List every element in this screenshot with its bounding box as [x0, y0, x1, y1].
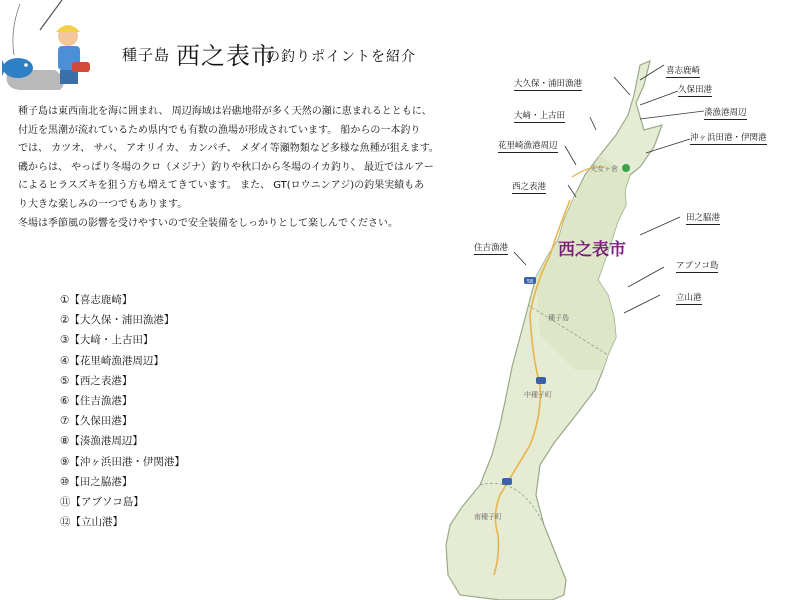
- label-nishinoomote: 西之表港: [512, 182, 547, 192]
- intro-line: 磯からは、 やっぱり冬場のクロ（メジナ）釣りや秋口から冬場のイカ釣り、 最近ではルアー: [18, 161, 434, 173]
- list-item: ⑦【久保田港】: [60, 415, 133, 428]
- fish-icon: [3, 58, 33, 78]
- label-okigahamada: 沖ヶ浜田港・伊関港: [690, 133, 767, 143]
- label-okubo: 大久保・浦田漁港: [514, 79, 583, 89]
- island-map: [440, 55, 800, 600]
- fishing-point-list: [60, 290, 185, 532]
- list-item: ⑫【立山港】: [60, 516, 123, 529]
- park-marker-icon: [622, 164, 630, 172]
- label-kishikazaki: 喜志鹿崎: [666, 66, 701, 76]
- fishing-line: [13, 4, 20, 55]
- label-tanowaki: 田之脇港: [686, 213, 721, 223]
- intro-text: [18, 103, 463, 233]
- list-item: ⑩【田之脇港】: [60, 475, 133, 488]
- fishing-rod: [40, 0, 62, 30]
- label-hanazato: 花里崎漁港周辺: [498, 141, 558, 151]
- route-number: 58: [526, 279, 534, 285]
- park-label: 天女ヶ倉: [590, 165, 618, 173]
- label-absoko: アブソコ島: [676, 261, 719, 271]
- list-item: ①【喜志鹿崎】: [60, 294, 133, 306]
- town2-label: 中種子町: [524, 391, 552, 399]
- list-item: ⑥【住吉漁港】: [60, 395, 133, 408]
- label-kubota: 久保田港: [678, 85, 713, 95]
- list-item: ⑪【アブソコ島】: [60, 496, 144, 509]
- intro-line: 種子島は東西南北を海に囲まれ、 周辺海域は岩礁地帯が多く天然の瀬に恵まれるとともに、: [18, 106, 432, 117]
- title-city: 西之表市: [176, 42, 276, 70]
- list-item: ⑧【湊漁港周辺】: [60, 435, 143, 448]
- label-sumiyoshi: 住吉漁港: [474, 243, 509, 253]
- list-item: ④【花里崎漁港周辺】: [60, 354, 164, 367]
- title-suffix: の釣りポイントを紹介: [266, 49, 416, 65]
- fisherman-illustration: [0, 0, 110, 92]
- town-label: 種子島: [548, 314, 569, 322]
- intro-line: によるヒラスズキを狙う方も増えてきています。 また、 GT(ロウニンアジ)の釣果実績もあ: [18, 180, 425, 192]
- list-item: ②【大久保・浦田漁港】: [60, 314, 175, 327]
- title-island: 種子島: [122, 46, 171, 64]
- label-osaki: 大﨑・上古田: [514, 111, 566, 121]
- label-minato: 湊漁港周辺: [704, 108, 747, 118]
- hat-icon: [56, 25, 80, 32]
- intro-line: 付近を黒潮が流れているため県内でも有数の漁場が形成されています。 船からの一本釣り: [18, 124, 421, 136]
- intro-line: り大きな楽しみの一つでもあります。: [18, 198, 188, 210]
- town3-label: 南種子町: [474, 513, 502, 521]
- cooler-box-icon: [72, 62, 90, 72]
- label-tateyama: 立山港: [676, 293, 702, 303]
- list-item: ③【大﨑・上古田】: [60, 334, 154, 347]
- city-label: 西之表市: [558, 240, 626, 260]
- list-item: ⑨【沖ヶ浜田港・伊関港】: [60, 455, 185, 468]
- intro-line: 冬場は季節風の影響を受けやすいので安全装備をしっかりとして楽しんでください。: [18, 217, 398, 229]
- intro-line: では、 カツオ、 サバ、 アオリイカ、 カンパチ、 メダイ等瀬物類など多様な魚種が狙えます。: [18, 143, 439, 155]
- list-item: ⑤【西之表港】: [60, 374, 133, 387]
